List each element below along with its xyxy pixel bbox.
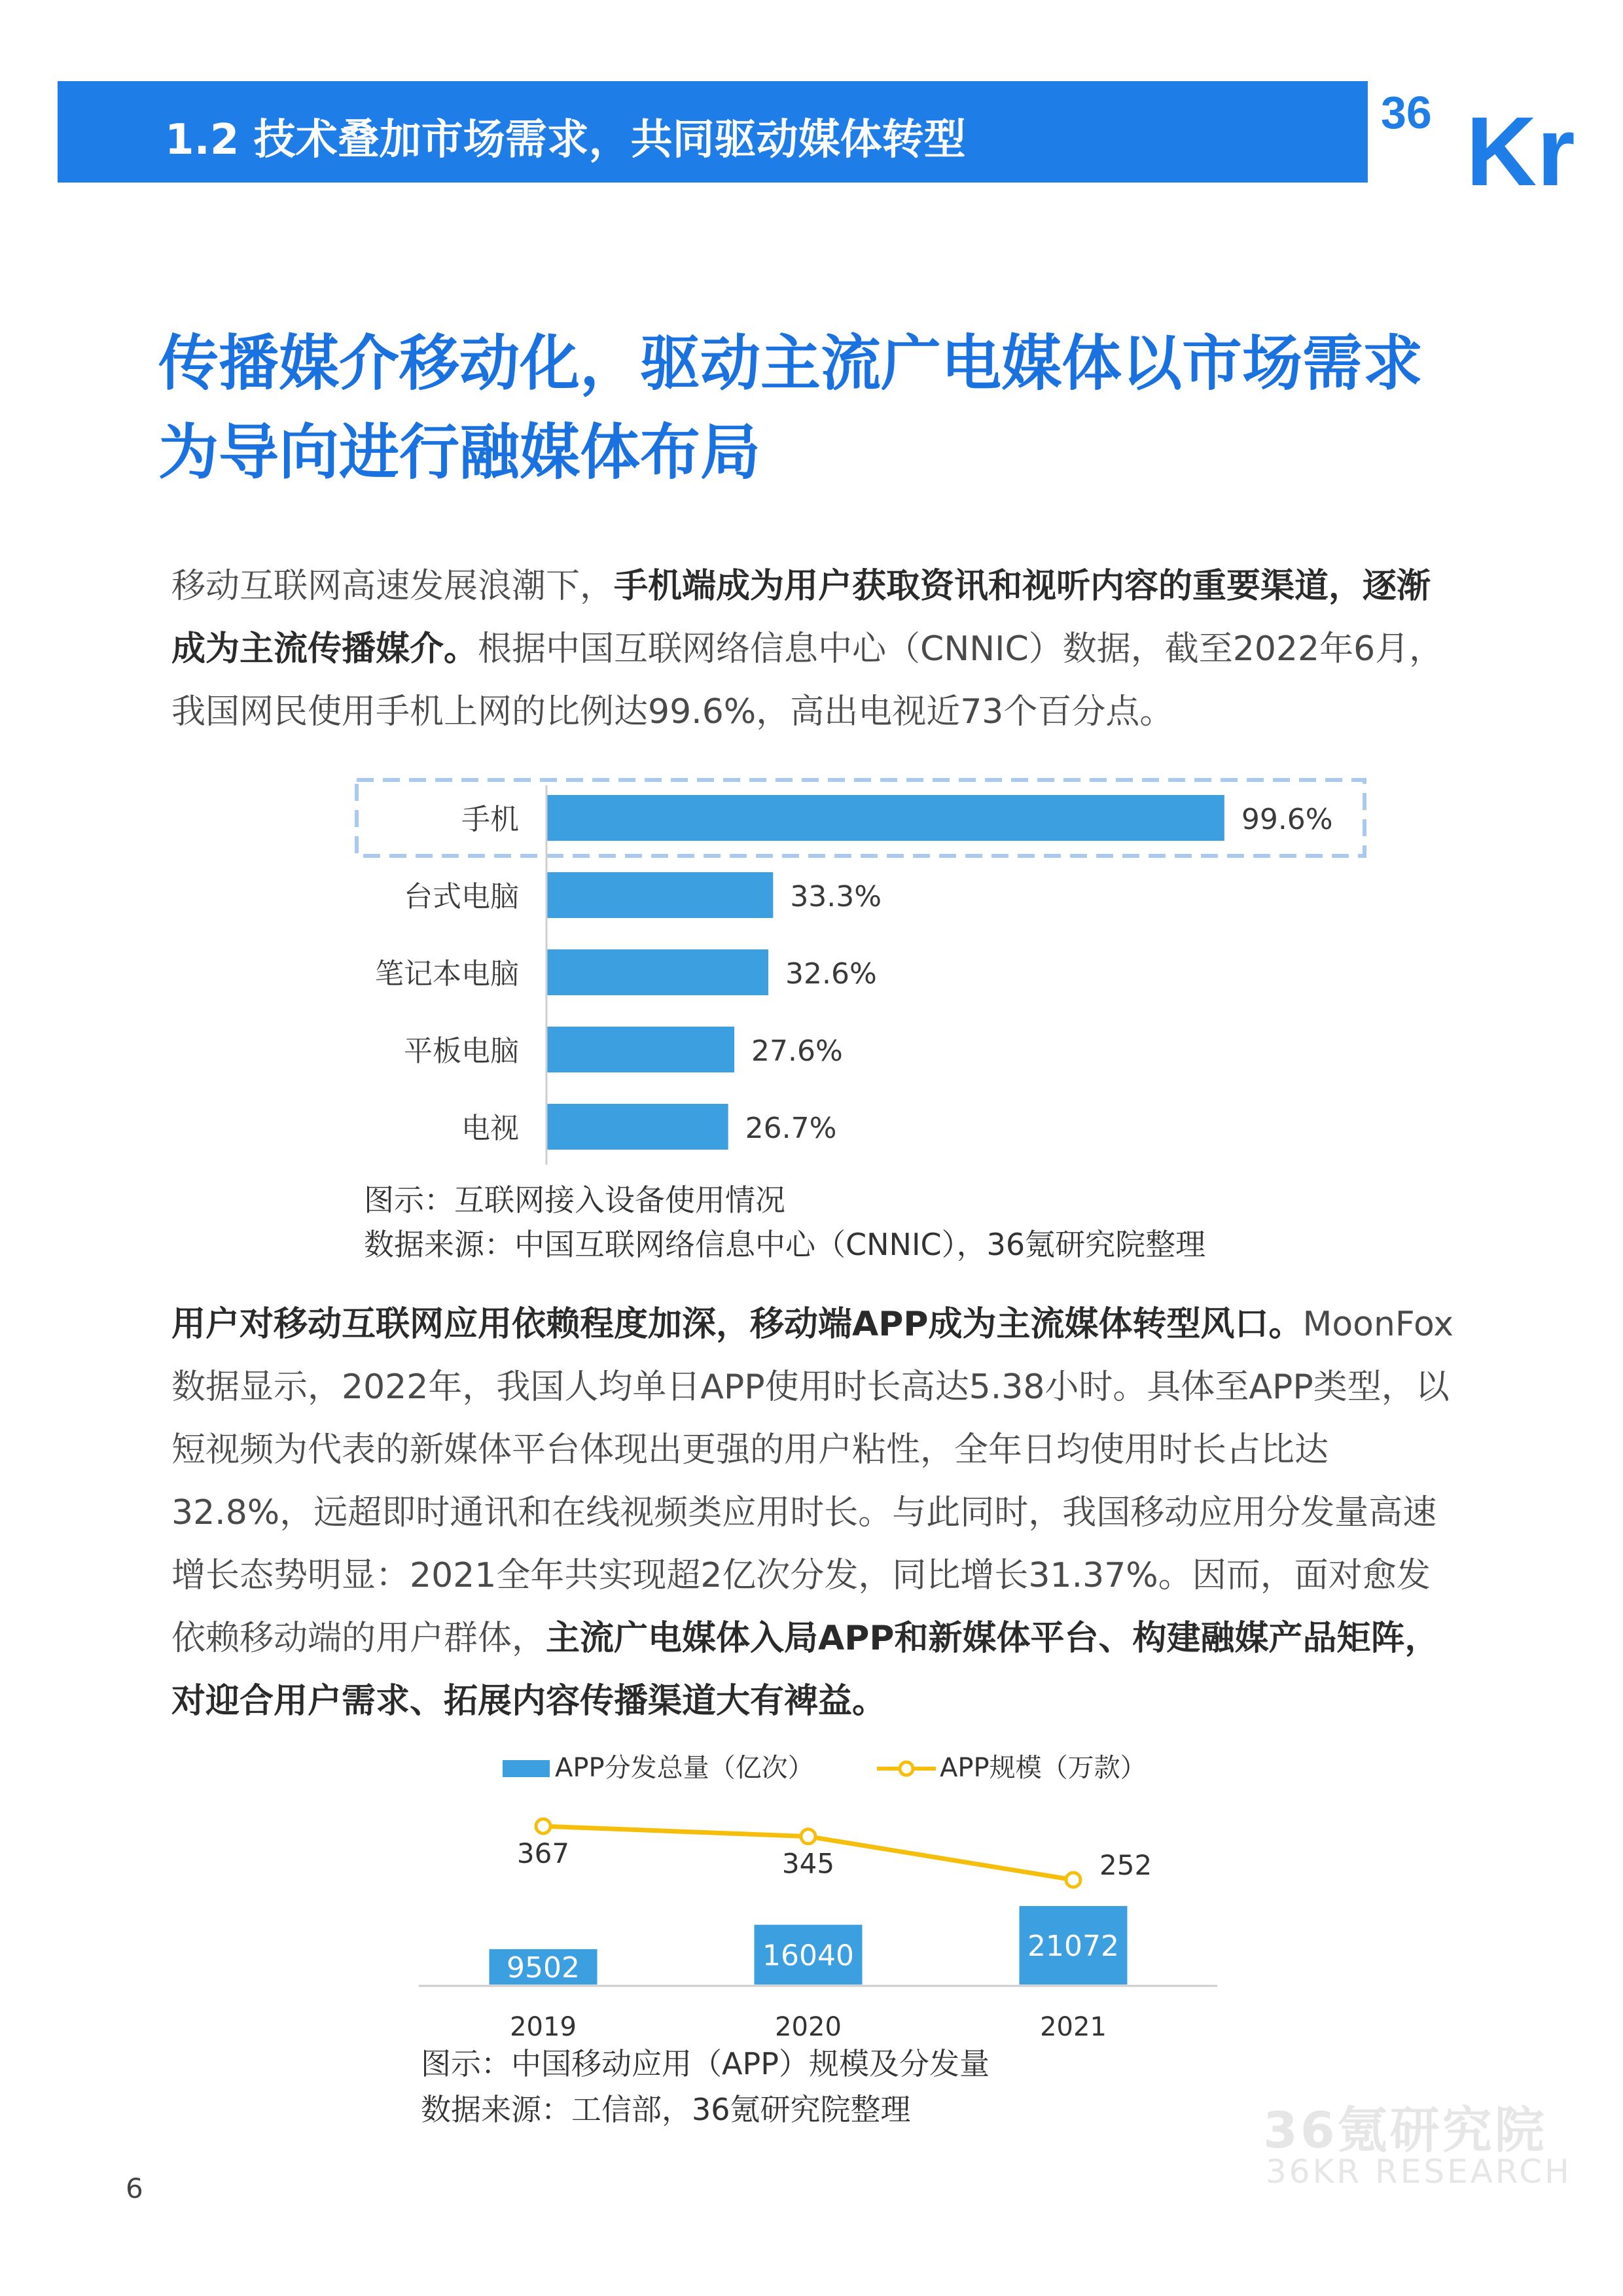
paragraph-1 (171, 555, 1454, 743)
x-tick-2020: 2020 (775, 2012, 842, 2042)
line-marker-2020 (801, 1829, 815, 1844)
value-label-3: 27.6% (751, 1034, 843, 1068)
paragraph-2-text: MoonFox数据显示，2022年，我国人均单日APP使用时长高达5.38小时。具体至APP类型，以短视频为代表的新媒体平台体现出更强的用户粘性，全年日均使用时长占比达32.8%，远超即时通讯和在线视频类应用时长。与此同时，我国移动应用分发量高速增长态势明显：2021全年共实现超2亿次分发，同比增长31.37%。因而，面对愈发依赖移动端的用户群体， (171, 1305, 1454, 1658)
bar-label-2020: 16040 (762, 1939, 854, 1973)
bar-1 (546, 872, 773, 918)
bar-label-2021: 21072 (1027, 1930, 1119, 1963)
line-marker-2021 (1066, 1873, 1080, 1887)
bar-0 (546, 795, 1224, 841)
x-tick-2021: 2021 (1040, 2012, 1107, 2042)
category-label-3: 平板电脑 (404, 1034, 519, 1068)
legend-label-bars: APP分发总量（亿次） (555, 1753, 814, 1783)
value-label-0: 99.6% (1241, 803, 1333, 836)
category-label-0: 手机 (461, 803, 519, 836)
chart2-title: 图示：中国移动应用（APP）规模及分发量 (421, 2046, 990, 2081)
value-label-4: 26.7% (745, 1112, 837, 1145)
legend-marker-line (900, 1762, 913, 1775)
paragraph-1-text-b: 根据中国互联网络信息中心（CNNIC）数据，截至2022年6月，我国网民使用手机上网的比例达99.6%，高出电视近73个百分点。 (171, 629, 1444, 732)
watermark-cn: 36氪研究院 (1263, 2101, 1547, 2159)
line-label-2021: 252 (1099, 1849, 1152, 1881)
bar-2 (546, 949, 768, 995)
chart2-source: 数据来源：工信部，36氪研究院整理 (421, 2092, 911, 2127)
paragraph-2-bold-b: 主流广电媒体入局APP和新媒体平台、构建融媒产品矩阵，对迎合用户需求、拓展内容传播渠道大有裨益。 (171, 1619, 1439, 1721)
x-tick-2019: 2019 (510, 2012, 577, 2042)
category-label-4: 电视 (461, 1112, 519, 1145)
value-label-1: 33.3% (790, 880, 882, 913)
app-scale-chart (393, 1737, 1230, 2051)
chart1-title: 图示：互联网接入设备使用情况 (364, 1182, 785, 1218)
36kr-logo (1368, 77, 1575, 206)
bar-3 (546, 1027, 734, 1072)
category-label-2: 笔记本电脑 (375, 957, 519, 991)
logo-kr: Kr (1466, 96, 1575, 206)
value-label-2: 32.6% (785, 957, 877, 991)
device-usage-chart (353, 772, 1374, 1165)
line-label-2020: 345 (781, 1847, 835, 1880)
category-label-1: 台式电脑 (404, 880, 519, 913)
watermark-en: 36KR RESEARCH (1266, 2153, 1572, 2191)
bar-4 (546, 1104, 728, 1150)
headline (158, 319, 1467, 497)
paragraph-1-text-a: 移动互联网高速发展浪潮下， (171, 567, 615, 606)
paragraph-2 (171, 1293, 1454, 1733)
page-number: 6 (126, 2172, 143, 2204)
headline-line-2: 为导向进行融媒体布局 (158, 417, 761, 487)
section-title: 1.2 技术叠加市场需求，共同驱动媒体转型 (165, 116, 966, 164)
chart1-source: 数据来源：中国互联网络信息中心（CNNIC），36氪研究院整理 (364, 1227, 1206, 1262)
legend-label-line: APP规模（万款） (940, 1753, 1147, 1783)
bar-label-2019: 9502 (507, 1951, 580, 1985)
logo-36: 36 (1381, 87, 1432, 138)
paragraph-1-bold: 手机端成为用户获取资讯和视听内容的重要渠道，逐渐成为主流传播媒介。 (171, 567, 1431, 669)
line-label-2019: 367 (516, 1837, 570, 1869)
line-marker-2019 (536, 1819, 550, 1833)
paragraph-2-bold-a: 用户对移动互联网应用依赖程度加深，移动端APP成为主流媒体转型风口。 (171, 1305, 1303, 1344)
headline-line-1: 传播媒介移动化，驱动主流广电媒体以市场需求 (158, 328, 1423, 398)
legend-swatch-bars (503, 1760, 550, 1777)
